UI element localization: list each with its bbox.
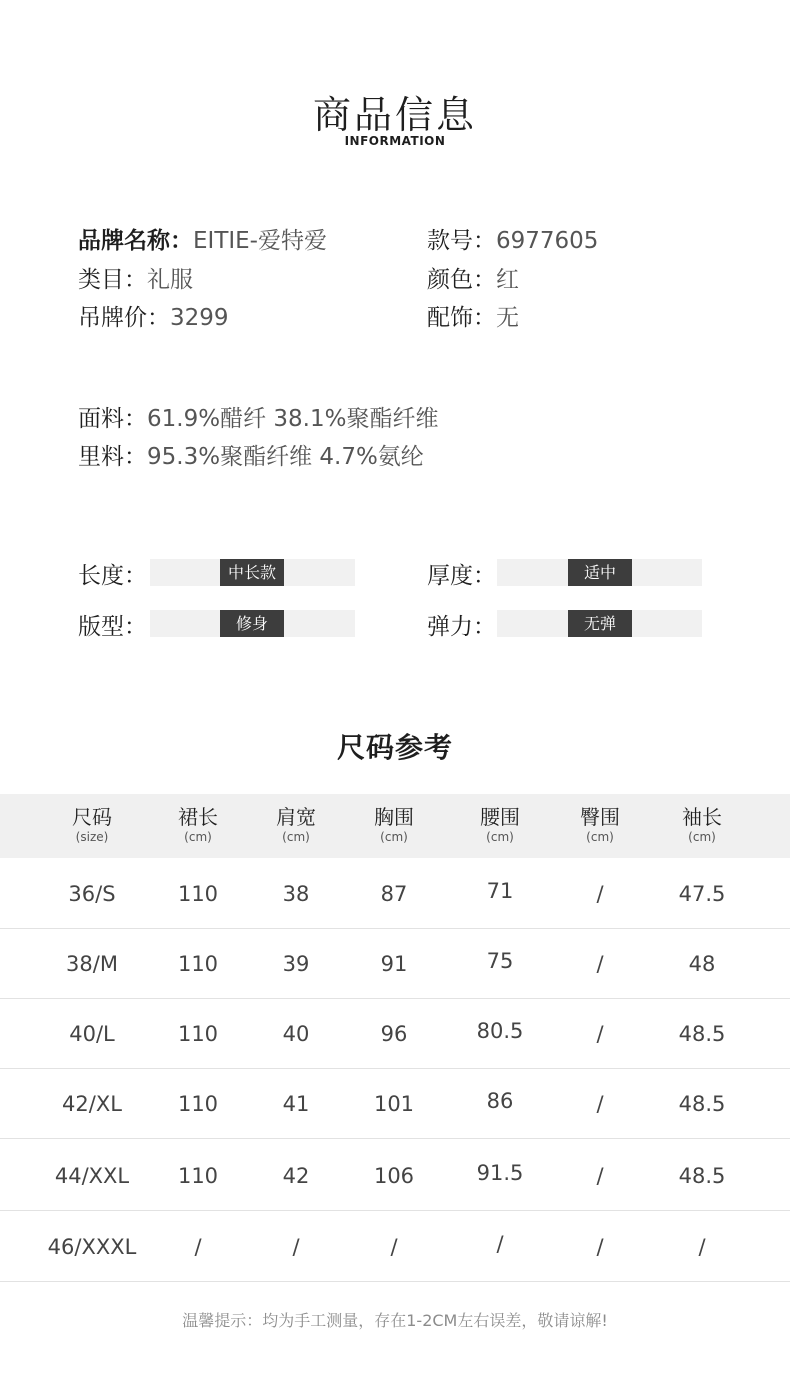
cell-sleeve: 47.5 <box>678 882 726 906</box>
column-header-hip <box>550 794 650 858</box>
column-header-label: 腰围 <box>480 805 520 829</box>
category-value: 礼服 <box>147 267 193 293</box>
cell-waist: 80.5 <box>476 1019 524 1043</box>
column-header-label: 臀围 <box>580 805 620 829</box>
cell-shoulder: 38 <box>282 882 310 906</box>
cell-shoulder: 41 <box>282 1092 310 1116</box>
thickness-scale <box>497 559 702 586</box>
cell-shoulder: / <box>292 1235 300 1259</box>
cell-size: 42/XL <box>62 1092 122 1116</box>
table-row <box>0 1140 790 1211</box>
column-header-unit: (cm) <box>486 830 514 844</box>
brand-label: 品牌名称： <box>78 228 193 254</box>
brand-value: EITIE-爱特爱 <box>193 228 327 254</box>
column-header-label: 袖长 <box>682 805 722 829</box>
thickness-tag: 适中 <box>568 559 632 586</box>
column-header-bust <box>344 794 444 858</box>
cell-bust: 106 <box>373 1164 415 1188</box>
cell-sleeve: 48 <box>688 952 716 976</box>
cell-sleeve: / <box>698 1235 706 1259</box>
column-header-unit: (cm) <box>586 830 614 844</box>
cell-waist: / <box>496 1232 504 1256</box>
cell-dress-length: 110 <box>177 952 219 976</box>
style-no-line <box>427 222 598 255</box>
fit-label: 版型： <box>78 614 147 640</box>
category-line <box>78 261 193 294</box>
cell-bust: 87 <box>380 882 408 906</box>
cell-waist: 71 <box>486 879 514 903</box>
cell-size: 36/S <box>68 882 116 906</box>
color-value: 红 <box>496 267 519 293</box>
fit-scale <box>150 610 355 637</box>
price-label: 吊牌价： <box>78 305 170 331</box>
table-row <box>0 858 790 929</box>
size-table-header <box>0 794 790 858</box>
cell-dress-length: 110 <box>177 882 219 906</box>
color-line <box>427 261 519 294</box>
cell-shoulder: 39 <box>282 952 310 976</box>
outer-fabric-value: 61.9%醋纤 38.1%聚酯纤维 <box>147 406 439 432</box>
length-scale <box>150 559 355 586</box>
column-header-label: 肩宽 <box>276 805 316 829</box>
cell-shoulder: 42 <box>282 1164 310 1188</box>
cell-bust: 91 <box>380 952 408 976</box>
column-header-waist <box>450 794 550 858</box>
cell-sleeve: 48.5 <box>678 1164 726 1188</box>
brand-line <box>78 222 327 255</box>
column-header-label: 尺码 <box>72 805 112 829</box>
column-header-sleeve <box>652 794 752 858</box>
outer-fabric-label: 面料： <box>78 406 147 432</box>
lining-fabric-value: 95.3%聚酯纤维 4.7%氨纶 <box>147 444 424 470</box>
cell-waist: 75 <box>486 949 514 973</box>
elasticity-scale <box>497 610 702 637</box>
elasticity-tag: 无弹 <box>568 610 632 637</box>
style-no-value: 6977605 <box>496 228 599 254</box>
column-header-shoulder <box>246 794 346 858</box>
cell-dress-length: 110 <box>177 1092 219 1116</box>
cell-dress-length: 110 <box>177 1164 219 1188</box>
lining-fabric-label: 里料： <box>78 444 147 470</box>
color-label: 颜色： <box>427 267 496 293</box>
column-header-unit: (cm) <box>688 830 716 844</box>
column-header-dress-length <box>148 794 248 858</box>
column-header-unit: (cm) <box>380 830 408 844</box>
cell-hip: / <box>596 882 604 906</box>
price-line <box>78 299 229 332</box>
cell-bust: / <box>390 1235 398 1259</box>
page-title: 商品信息 <box>312 93 477 137</box>
table-row <box>0 1068 790 1139</box>
cell-size: 38/M <box>66 952 118 976</box>
cell-bust: 101 <box>373 1092 415 1116</box>
cell-sleeve: 48.5 <box>678 1092 726 1116</box>
cell-size: 40/L <box>69 1022 115 1046</box>
column-header-size <box>42 794 142 858</box>
column-header-unit: (cm) <box>282 830 310 844</box>
cell-hip: / <box>596 1092 604 1116</box>
cell-hip: / <box>596 1235 604 1259</box>
size-chart-title: 尺码参考 <box>336 731 453 764</box>
cell-size: 46/XXXL <box>47 1235 137 1259</box>
style-no-label: 款号： <box>427 228 496 254</box>
cell-dress-length: 110 <box>177 1022 219 1046</box>
cell-dress-length: / <box>194 1235 202 1259</box>
thickness-label: 厚度： <box>427 563 496 589</box>
cell-hip: / <box>596 1164 604 1188</box>
column-header-label: 裙长 <box>178 805 218 829</box>
accessory-label: 配饰： <box>427 305 496 331</box>
cell-waist: 91.5 <box>476 1161 524 1185</box>
outer-fabric-line <box>78 400 438 433</box>
length-tag: 中长款 <box>220 559 284 586</box>
category-label: 类目： <box>78 267 147 293</box>
column-header-label: 胸围 <box>374 805 414 829</box>
elasticity-label: 弹力： <box>427 614 496 640</box>
accessory-line <box>427 299 519 332</box>
table-row <box>0 1211 790 1282</box>
cell-hip: / <box>596 1022 604 1046</box>
cell-hip: / <box>596 952 604 976</box>
column-header-unit: (cm) <box>184 830 212 844</box>
price-value: 3299 <box>170 305 229 331</box>
fit-tag: 修身 <box>220 610 284 637</box>
length-label: 长度： <box>78 563 147 589</box>
lining-fabric-line <box>78 438 424 471</box>
table-row <box>0 998 790 1069</box>
page-subtitle: INFORMATION <box>344 134 446 148</box>
cell-waist: 86 <box>486 1089 514 1113</box>
measurement-note: 温馨提示：均为手工测量，存在1-2CM左右误差，敬请谅解! <box>182 1311 608 1330</box>
cell-shoulder: 40 <box>282 1022 310 1046</box>
table-row <box>0 928 790 999</box>
cell-size: 44/XXL <box>54 1164 130 1188</box>
column-header-unit: (size) <box>75 830 109 844</box>
cell-bust: 96 <box>380 1022 408 1046</box>
accessory-value: 无 <box>496 305 519 331</box>
cell-sleeve: 48.5 <box>678 1022 726 1046</box>
